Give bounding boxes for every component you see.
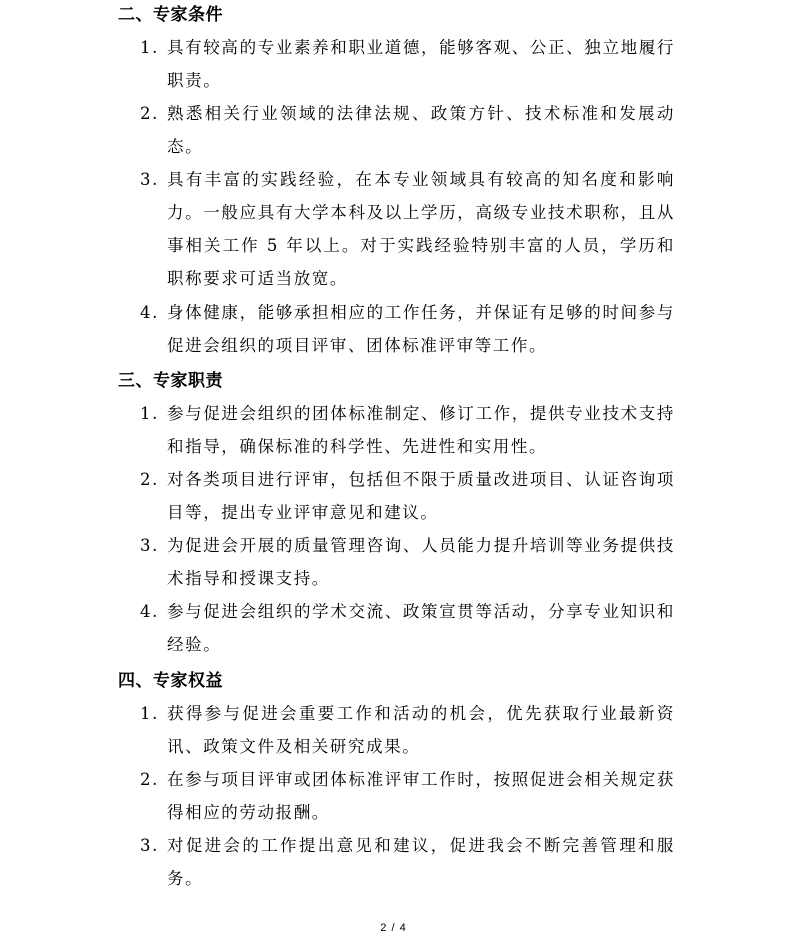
section-heading-rights: 四、专家权益 <box>118 671 223 691</box>
list-item-number: 1. <box>140 404 159 423</box>
list-item-number: 3. <box>140 170 159 189</box>
list-item-text: 在参与项目评审或团体标准评审工作时，按照促进会相关规定获得相应的劳动报酬。 <box>167 770 675 822</box>
list-item <box>140 463 675 529</box>
list-item-number: 1. <box>140 704 159 723</box>
list-item-text: 参与促进会组织的学术交流、政策宣贯等活动，分享专业知识和经验。 <box>167 602 675 654</box>
list-item-number: 4. <box>140 303 159 322</box>
list-item-number: 1. <box>140 38 159 57</box>
list-item <box>140 163 675 295</box>
list-item <box>140 31 675 97</box>
list-item-number: 2. <box>140 770 159 789</box>
list-item <box>140 763 675 829</box>
list-item <box>140 296 675 362</box>
list-item <box>140 529 675 595</box>
list-item-text: 参与促进会组织的团体标准制定、修订工作，提供专业技术支持和指导，确保标准的科学性、先进性和实用性。 <box>167 404 675 456</box>
list-item-text: 获得参与促进会重要工作和活动的机会，优先获取行业最新资讯、政策文件及相关研究成果。 <box>167 704 675 756</box>
list-item-number: 2. <box>140 104 159 123</box>
list-item-text: 对各类项目进行评审，包括但不限于质量改进项目、认证咨询项目等，提出专业评审意见和建议。 <box>167 470 675 522</box>
list-item-number: 2. <box>140 470 159 489</box>
list-item-number: 3. <box>140 836 159 855</box>
list-item-text: 熟悉相关行业领域的法律法规、政策方针、技术标准和发展动态。 <box>167 104 675 156</box>
list-item-number: 4. <box>140 602 159 621</box>
page-number: 2 / 4 <box>380 922 407 934</box>
list-item <box>140 595 675 661</box>
list-item-text: 具有丰富的实践经验，在本专业领域具有较高的知名度和影响力。一般应具有大学本科及以上学历，高级专业技术职称，且从事相关工作 5 年以上。对于实践经验特别丰富的人员，学历和职称要求可适当放宽。 <box>167 170 675 288</box>
list-item-number: 3. <box>140 536 159 555</box>
list-item <box>140 97 675 163</box>
list-item <box>140 829 675 895</box>
list-item-text: 对促进会的工作提出意见和建议，促进我会不断完善管理和服务。 <box>167 836 675 888</box>
section-heading-duties: 三、专家职责 <box>118 371 223 391</box>
list-item-text: 具有较高的专业素养和职业道德，能够客观、公正、独立地履行职责。 <box>167 38 675 90</box>
list-item <box>140 397 675 463</box>
list-item <box>140 697 675 763</box>
list-item-text: 身体健康，能够承担相应的工作任务，并保证有足够的时间参与促进会组织的项目评审、团体标准评审等工作。 <box>167 303 675 355</box>
section-heading-conditions: 二、专家条件 <box>118 5 223 25</box>
list-item-text: 为促进会开展的质量管理咨询、人员能力提升培训等业务提供技术指导和授课支持。 <box>167 536 675 588</box>
